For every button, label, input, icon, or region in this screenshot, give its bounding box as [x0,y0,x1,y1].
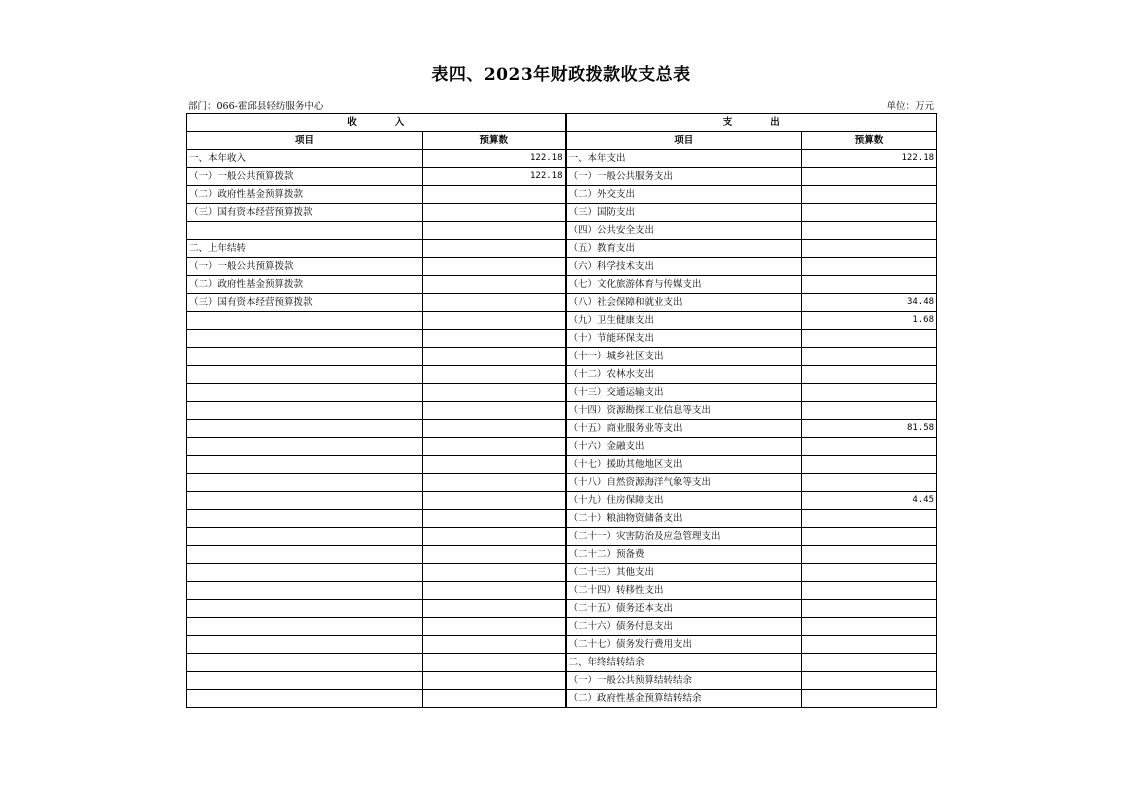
table-row [187,240,937,258]
expense-item-cell: 一、本年支出 [566,150,802,168]
income-item-cell [187,366,423,384]
income-value-cell [423,222,566,240]
income-item-cell: （三）国有资本经营预算拨款 [187,294,423,312]
table-row [187,186,937,204]
expense-value-cell [802,618,937,636]
table-row [187,528,937,546]
income-item-cell [187,402,423,420]
income-item-cell [187,384,423,402]
expense-value-cell [802,528,937,546]
table-row [187,348,937,366]
income-item-cell [187,438,423,456]
income-value-cell [423,402,566,420]
expense-item-cell: （十六）金融支出 [566,438,802,456]
expense-value-cell [802,636,937,654]
expense-value-cell [802,690,937,708]
table-row [187,492,937,510]
expense-value-cell [802,276,937,294]
table-row [187,168,937,186]
expense-value-cell [802,186,937,204]
income-header: 收 入 [187,114,566,132]
table-row [187,204,937,222]
table-row [187,438,937,456]
table-row [187,366,937,384]
column-header-row [187,132,937,150]
expense-value-cell [802,258,937,276]
income-item-cell: （二）政府性基金预算拨款 [187,276,423,294]
expense-item-cell: （二十一）灾害防治及应急管理支出 [566,528,802,546]
expense-value-cell [802,672,937,690]
income-value-cell [423,294,566,312]
expense-item-cell: （六）科学技术支出 [566,258,802,276]
income-item-cell [187,456,423,474]
expense-value-cell [802,366,937,384]
income-item-cell [187,690,423,708]
expense-value-cell [802,222,937,240]
income-item-cell: 二、上年结转 [187,240,423,258]
expense-item-cell: （二）外交支出 [566,186,802,204]
expense-item-cell: （十四）资源勘探工业信息等支出 [566,402,802,420]
expense-item-cell: （二十七）债务发行费用支出 [566,636,802,654]
expense-value-cell [802,168,937,186]
expense-value-cell: 81.58 [802,420,937,438]
income-value-cell [423,618,566,636]
income-value-cell [423,564,566,582]
expense-item-cell: （五）教育支出 [566,240,802,258]
table-row [187,654,937,672]
expense-item-cell: （四）公共安全支出 [566,222,802,240]
income-value-cell [423,474,566,492]
expense-header: 支 出 [566,114,937,132]
expense-item-cell: （二十四）转移性支出 [566,582,802,600]
expense-item-cell: （二十二）预备费 [566,546,802,564]
expense-value-cell [802,474,937,492]
income-value-cell [423,672,566,690]
expense-value-cell [802,510,937,528]
income-value-cell [423,582,566,600]
income-value-cell [423,690,566,708]
income-value-cell [423,456,566,474]
expense-value-cell [802,582,937,600]
income-value-cell: 122.18 [423,168,566,186]
income-value-cell [423,636,566,654]
expense-item-cell: （十八）自然资源海洋气象等支出 [566,474,802,492]
income-value-cell [423,258,566,276]
expense-item-cell: 二、年终结转结余 [566,654,802,672]
table-row [187,564,937,582]
table-row [187,510,937,528]
table-row [187,384,937,402]
income-value-cell [423,528,566,546]
expense-item-cell: （十）节能环保支出 [566,330,802,348]
expense-budget-header: 预算数 [802,132,937,150]
income-item-cell [187,420,423,438]
expense-item-cell: （十三）交通运输支出 [566,384,802,402]
income-value-cell [423,654,566,672]
income-item-cell [187,672,423,690]
table-row [187,618,937,636]
table-row [187,150,937,168]
expense-item-cell: （十七）援助其他地区支出 [566,456,802,474]
expense-value-cell [802,546,937,564]
income-item-header: 项目 [187,132,423,150]
expense-item-cell: （十二）农林水支出 [566,366,802,384]
unit-label: 单位：万元 [886,101,934,112]
expense-item-cell: （二十）粮油物资储备支出 [566,510,802,528]
income-value-cell [423,204,566,222]
income-value-cell [423,312,566,330]
expense-value-cell [802,330,937,348]
expense-item-cell: （十一）城乡社区支出 [566,348,802,366]
table-row [187,258,937,276]
income-item-cell [187,222,423,240]
expense-item-cell: （二十五）债务还本支出 [566,600,802,618]
expense-value-cell [802,384,937,402]
expense-item-cell: （一）一般公共服务支出 [566,168,802,186]
income-value-cell [423,240,566,258]
income-item-cell [187,474,423,492]
income-item-cell: （二）政府性基金预算拨款 [187,186,423,204]
department-label: 部门：066-霍邱县轻纺服务中心 [188,101,324,112]
income-item-cell [187,348,423,366]
expense-item-cell: （一）一般公共预算结转结余 [566,672,802,690]
table-row [187,312,937,330]
income-item-cell: （三）国有资本经营预算拨款 [187,204,423,222]
income-item-cell: 一、本年收入 [187,150,423,168]
income-item-cell [187,492,423,510]
income-value-cell [423,438,566,456]
budget-table [186,113,937,708]
expense-value-cell [802,402,937,420]
expense-item-cell: （九）卫生健康支出 [566,312,802,330]
expense-item-cell: （七）文化旅游体育与传媒支出 [566,276,802,294]
expense-value-cell [802,564,937,582]
table-body [187,114,937,708]
income-value-cell [423,186,566,204]
income-value-cell [423,510,566,528]
income-value-cell [423,492,566,510]
table-row [187,546,937,564]
income-value-cell [423,330,566,348]
table-row [187,600,937,618]
income-budget-header: 预算数 [423,132,566,150]
expense-item-cell: （十五）商业服务业等支出 [566,420,802,438]
income-value-cell: 122.18 [423,150,566,168]
expense-item-cell: （二十六）债务付息支出 [566,618,802,636]
table-row [187,402,937,420]
table-row [187,672,937,690]
income-item-cell [187,654,423,672]
income-value-cell [423,546,566,564]
income-item-cell: （一）一般公共预算拨款 [187,258,423,276]
income-item-cell: （一）一般公共预算拨款 [187,168,423,186]
income-item-cell [187,546,423,564]
expense-item-cell: （三）国防支出 [566,204,802,222]
income-item-cell [187,312,423,330]
table-row [187,474,937,492]
table-row [187,582,937,600]
table-row [187,636,937,654]
table-row [187,276,937,294]
income-item-cell [187,618,423,636]
income-value-cell [423,276,566,294]
income-item-cell [187,330,423,348]
expense-item-cell: （二十三）其他支出 [566,564,802,582]
expense-item-cell: （八）社会保障和就业支出 [566,294,802,312]
expense-item-cell: （二）政府性基金预算结转结余 [566,690,802,708]
expense-value-cell: 122.18 [802,150,937,168]
expense-value-cell [802,438,937,456]
income-value-cell [423,366,566,384]
expense-value-cell [802,348,937,366]
income-item-cell [187,564,423,582]
expense-value-cell: 4.45 [802,492,937,510]
expense-value-cell [802,654,937,672]
income-value-cell [423,600,566,618]
table-row [187,330,937,348]
income-item-cell [187,600,423,618]
page-title: 表四、2023年财政拨款收支总表 [431,65,691,85]
income-item-cell [187,582,423,600]
table-row [187,222,937,240]
table-row [187,690,937,708]
expense-value-cell [802,456,937,474]
expense-item-cell: （十九）住房保障支出 [566,492,802,510]
income-value-cell [423,420,566,438]
income-value-cell [423,384,566,402]
table-row [187,294,937,312]
income-item-cell [187,636,423,654]
expense-value-cell [802,600,937,618]
expense-item-header: 项目 [566,132,802,150]
section-header-row [187,114,937,132]
table-row [187,456,937,474]
expense-value-cell: 34.48 [802,294,937,312]
income-item-cell [187,510,423,528]
income-value-cell [423,348,566,366]
expense-value-cell [802,240,937,258]
expense-value-cell [802,204,937,222]
table-row [187,420,937,438]
income-item-cell [187,528,423,546]
expense-value-cell: 1.68 [802,312,937,330]
